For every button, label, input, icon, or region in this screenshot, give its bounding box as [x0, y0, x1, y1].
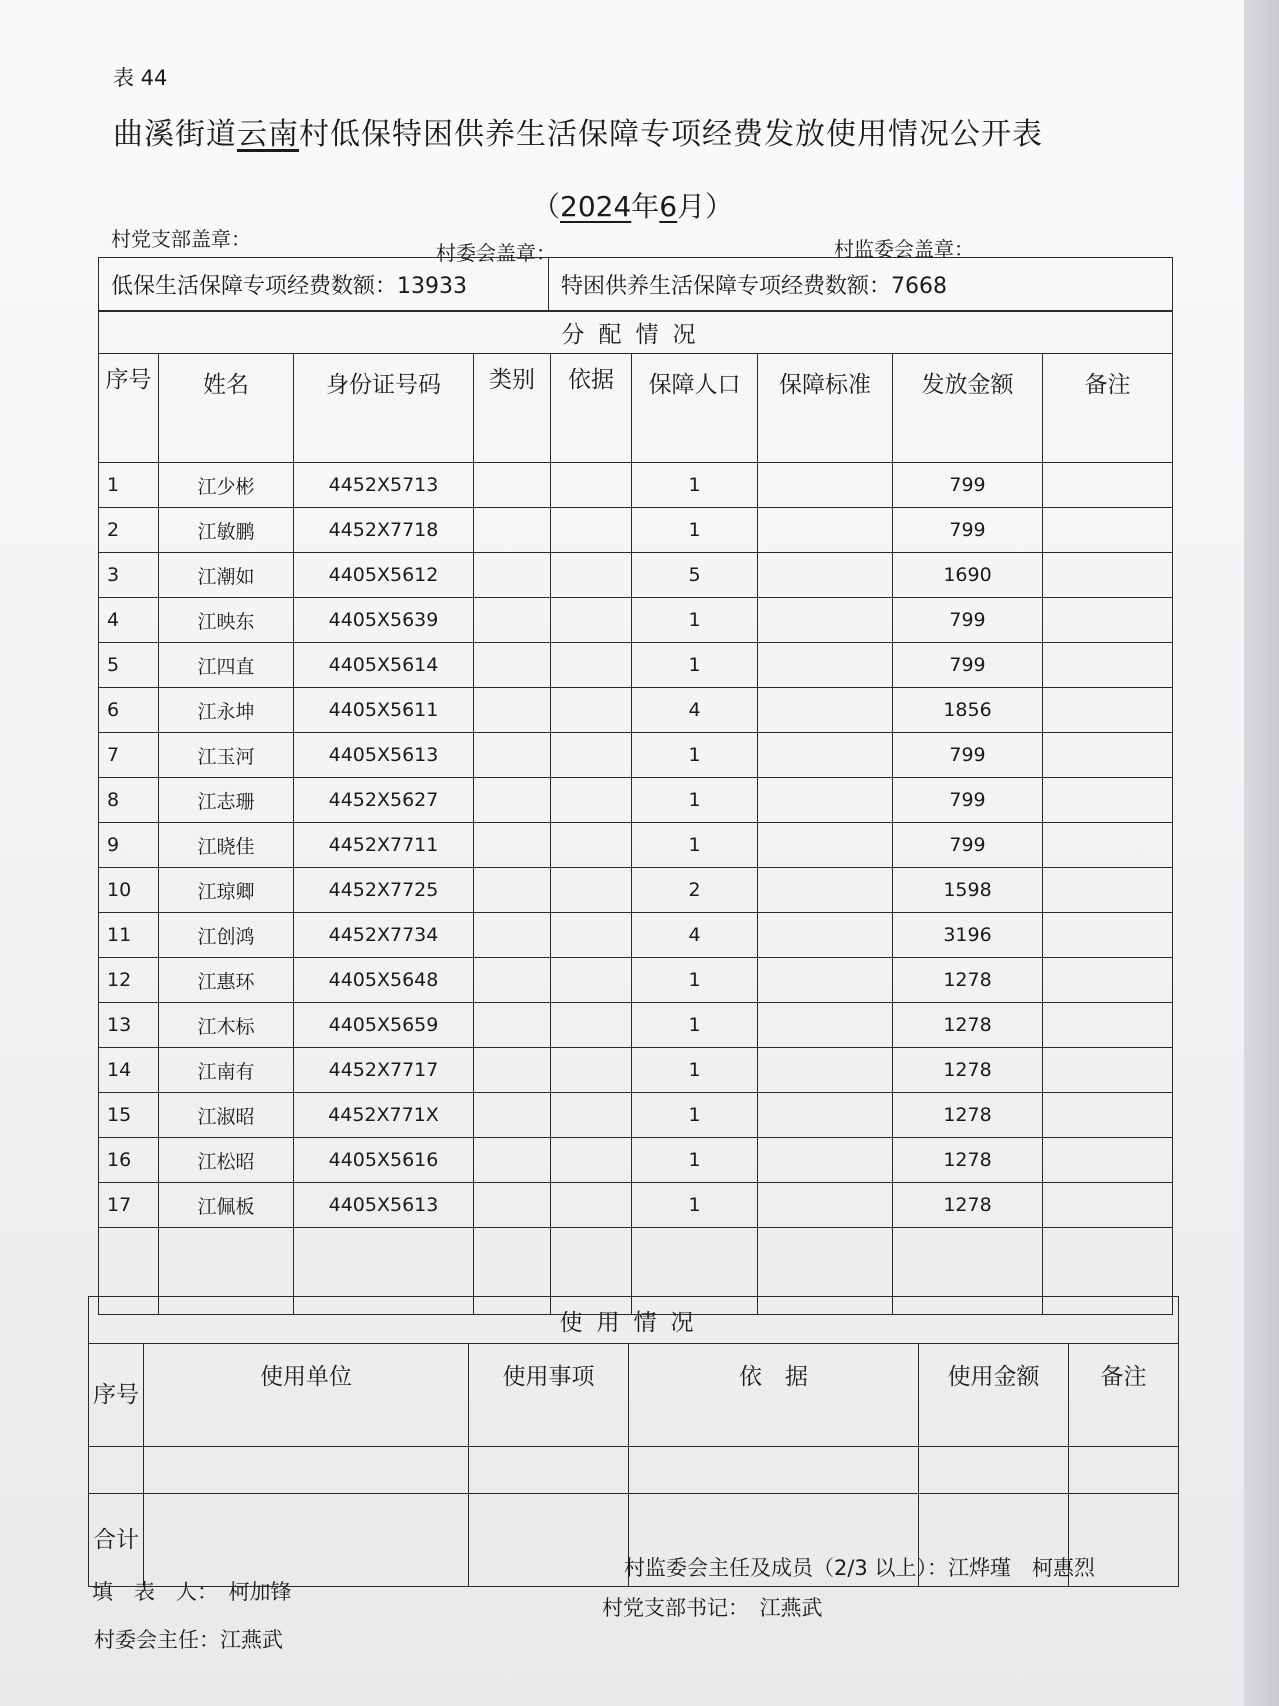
row-amount: 1690 — [893, 553, 1043, 598]
row-name: 江潮如 — [159, 553, 294, 598]
row-id-number: 4405X5614 — [294, 643, 474, 688]
usage-total-label: 合计 — [89, 1494, 144, 1587]
row-amount: 799 — [893, 733, 1043, 778]
row-name: 江少彬 — [159, 463, 294, 508]
table-row — [99, 958, 1173, 1003]
row-standard — [758, 688, 893, 733]
report-period: （2024年6月） — [532, 190, 734, 223]
row-id-number: 4405X5613 — [294, 1183, 474, 1228]
row-population: 2 — [632, 868, 758, 913]
row-remark — [1043, 823, 1173, 868]
row-basis — [551, 463, 632, 508]
row-remark — [1043, 1093, 1173, 1138]
row-id-number: 4452X771X — [294, 1093, 474, 1138]
row-category — [474, 1093, 551, 1138]
row-category — [474, 778, 551, 823]
row-seq: 2 — [99, 508, 159, 553]
period-year: 2024 — [560, 190, 632, 223]
row-amount: 1278 — [893, 1048, 1043, 1093]
header-remark: 备注 — [1043, 354, 1173, 463]
row-id-number: 4452X7725 — [294, 868, 474, 913]
row-population: 1 — [632, 1003, 758, 1048]
usage-empty-row — [89, 1447, 1179, 1494]
row-category — [474, 1138, 551, 1183]
row-name: 江南有 — [159, 1048, 294, 1093]
header-basis: 依据 — [551, 354, 632, 463]
row-category — [474, 1003, 551, 1048]
row-amount: 1278 — [893, 1003, 1043, 1048]
header-category: 类别 — [474, 354, 551, 463]
row-name: 江映东 — [159, 598, 294, 643]
row-amount: 799 — [893, 508, 1043, 553]
row-id-number: 4405X5611 — [294, 688, 474, 733]
row-category — [474, 643, 551, 688]
usage-header-unit: 使用单位 — [144, 1344, 469, 1447]
usage-header-item: 使用事项 — [469, 1344, 629, 1447]
row-id-number: 4452X7717 — [294, 1048, 474, 1093]
committee-director: 村委会主任：江燕武 — [94, 1628, 283, 1652]
row-population: 1 — [632, 643, 758, 688]
row-seq: 3 — [99, 553, 159, 598]
row-name: 江玉河 — [159, 733, 294, 778]
table-row — [99, 913, 1173, 958]
village-committee-seal-label: 村委会盖章： — [436, 241, 556, 265]
row-id-number: 4452X7711 — [294, 823, 474, 868]
row-population: 1 — [632, 1138, 758, 1183]
row-population: 1 — [632, 733, 758, 778]
row-seq: 16 — [99, 1138, 159, 1183]
row-category — [474, 553, 551, 598]
row-category — [474, 508, 551, 553]
row-standard — [758, 913, 893, 958]
distribution-table — [98, 310, 1173, 1315]
row-id-number: 4405X5616 — [294, 1138, 474, 1183]
row-population: 1 — [632, 958, 758, 1003]
row-category — [474, 463, 551, 508]
row-standard — [758, 643, 893, 688]
row-name: 江淑昭 — [159, 1093, 294, 1138]
row-remark — [1043, 958, 1173, 1003]
row-seq: 4 — [99, 598, 159, 643]
row-basis — [551, 823, 632, 868]
table-row — [99, 1048, 1173, 1093]
row-seq: 14 — [99, 1048, 159, 1093]
row-seq: 15 — [99, 1093, 159, 1138]
table-row — [99, 688, 1173, 733]
usage-section-title: 使用情况 — [89, 1297, 1179, 1344]
row-category — [474, 733, 551, 778]
distribution-section-title: 分配情况 — [99, 311, 1173, 354]
row-seq: 13 — [99, 1003, 159, 1048]
row-seq: 5 — [99, 643, 159, 688]
row-amount: 1278 — [893, 1138, 1043, 1183]
row-remark — [1043, 598, 1173, 643]
row-amount: 799 — [893, 643, 1043, 688]
row-category — [474, 868, 551, 913]
row-standard — [758, 463, 893, 508]
row-basis — [551, 688, 632, 733]
row-basis — [551, 1048, 632, 1093]
document-title: 曲溪街道云南村低保特困供养生活保障专项经费发放使用情况公开表 — [113, 117, 1043, 152]
row-remark — [1043, 1138, 1173, 1183]
row-amount: 1598 — [893, 868, 1043, 913]
row-remark — [1043, 1048, 1173, 1093]
row-amount: 1856 — [893, 688, 1043, 733]
row-remark — [1043, 1003, 1173, 1048]
row-population: 1 — [632, 598, 758, 643]
row-standard — [758, 508, 893, 553]
row-amount: 799 — [893, 823, 1043, 868]
row-name: 江惠环 — [159, 958, 294, 1003]
header-name: 姓名 — [159, 354, 294, 463]
row-basis — [551, 778, 632, 823]
row-amount: 799 — [893, 598, 1043, 643]
row-id-number: 4452X5627 — [294, 778, 474, 823]
row-standard — [758, 1093, 893, 1138]
row-name: 江佩板 — [159, 1183, 294, 1228]
period-month: 6 — [659, 190, 678, 223]
usage-header-remark: 备注 — [1069, 1344, 1179, 1447]
table-row — [99, 733, 1173, 778]
row-id-number: 4452X5713 — [294, 463, 474, 508]
row-remark — [1043, 688, 1173, 733]
row-name: 江木标 — [159, 1003, 294, 1048]
row-seq: 11 — [99, 913, 159, 958]
header-standard: 保障标准 — [758, 354, 893, 463]
row-standard — [758, 868, 893, 913]
row-seq: 7 — [99, 733, 159, 778]
row-remark — [1043, 913, 1173, 958]
row-basis — [551, 1138, 632, 1183]
row-remark — [1043, 778, 1173, 823]
row-standard — [758, 1138, 893, 1183]
usage-header-row — [89, 1344, 1179, 1447]
row-population: 4 — [632, 913, 758, 958]
row-standard — [758, 778, 893, 823]
header-population: 保障人口 — [632, 354, 758, 463]
table-row — [99, 1183, 1173, 1228]
row-basis — [551, 1183, 632, 1228]
row-category — [474, 598, 551, 643]
table-row — [99, 868, 1173, 913]
row-population: 1 — [632, 778, 758, 823]
table-row — [99, 508, 1173, 553]
dibao-fund-amount: 低保生活保障专项经费数额：13933 — [99, 258, 549, 312]
row-population: 1 — [632, 1093, 758, 1138]
row-standard — [758, 1003, 893, 1048]
table-row — [99, 643, 1173, 688]
row-seq: 8 — [99, 778, 159, 823]
row-remark — [1043, 463, 1173, 508]
row-name: 江敏鹏 — [159, 508, 294, 553]
header-id-number: 身份证号码 — [294, 354, 474, 463]
row-amount: 1278 — [893, 1183, 1043, 1228]
row-id-number: 4452X7734 — [294, 913, 474, 958]
row-remark — [1043, 1183, 1173, 1228]
row-basis — [551, 553, 632, 598]
row-category — [474, 823, 551, 868]
row-id-number: 4405X5613 — [294, 733, 474, 778]
row-id-number: 4405X5639 — [294, 598, 474, 643]
row-amount: 1278 — [893, 1093, 1043, 1138]
row-basis — [551, 913, 632, 958]
row-name: 江松昭 — [159, 1138, 294, 1183]
row-population: 5 — [632, 553, 758, 598]
row-population: 1 — [632, 463, 758, 508]
row-basis — [551, 733, 632, 778]
row-id-number: 4405X5612 — [294, 553, 474, 598]
row-standard — [758, 733, 893, 778]
row-basis — [551, 958, 632, 1003]
row-name: 江永坤 — [159, 688, 294, 733]
row-amount: 799 — [893, 778, 1043, 823]
tekun-fund-amount: 特困供养生活保障专项经费数额：7668 — [549, 258, 1173, 312]
row-remark — [1043, 733, 1173, 778]
header-amount: 发放金额 — [893, 354, 1043, 463]
row-name: 江志珊 — [159, 778, 294, 823]
row-name: 江琼卿 — [159, 868, 294, 913]
row-seq: 9 — [99, 823, 159, 868]
row-standard — [758, 1048, 893, 1093]
table-row — [99, 1093, 1173, 1138]
village-name: 云南 — [237, 117, 299, 152]
distribution-rows — [99, 463, 1173, 1228]
row-id-number: 4405X5659 — [294, 1003, 474, 1048]
row-name: 江创鸿 — [159, 913, 294, 958]
row-amount: 799 — [893, 463, 1043, 508]
row-seq: 12 — [99, 958, 159, 1003]
row-seq: 10 — [99, 868, 159, 913]
row-population: 4 — [632, 688, 758, 733]
row-population: 1 — [632, 1183, 758, 1228]
usage-header-amount: 使用金额 — [919, 1344, 1069, 1447]
row-basis — [551, 1093, 632, 1138]
row-amount: 1278 — [893, 958, 1043, 1003]
row-seq: 17 — [99, 1183, 159, 1228]
table-row — [99, 1138, 1173, 1183]
row-remark — [1043, 643, 1173, 688]
party-branch-seal-label: 村党支部盖章： — [111, 227, 251, 251]
row-basis — [551, 598, 632, 643]
fund-amount-table — [98, 257, 1173, 312]
table-row — [99, 778, 1173, 823]
table-row — [99, 463, 1173, 508]
background-edge — [1243, 0, 1279, 1706]
row-standard — [758, 1183, 893, 1228]
row-name: 江四直 — [159, 643, 294, 688]
row-basis — [551, 508, 632, 553]
row-basis — [551, 1003, 632, 1048]
table-row — [99, 598, 1173, 643]
row-basis — [551, 868, 632, 913]
form-filler: 填 表 人： 柯加锋 — [92, 1580, 292, 1604]
table-number: 表 44 — [113, 66, 168, 90]
row-seq: 6 — [99, 688, 159, 733]
party-secretary: 村党支部书记： 江燕武 — [602, 1596, 823, 1620]
row-standard — [758, 823, 893, 868]
row-id-number: 4452X7718 — [294, 508, 474, 553]
row-amount: 3196 — [893, 913, 1043, 958]
row-name: 江晓佳 — [159, 823, 294, 868]
distribution-header-row — [99, 354, 1173, 463]
supervisors-signature: 村监委会主任及成员（2/3 以上）：江烨瑾 柯惠烈 — [624, 1556, 1095, 1580]
row-seq: 1 — [99, 463, 159, 508]
row-remark — [1043, 508, 1173, 553]
table-row — [99, 1003, 1173, 1048]
table-row — [99, 823, 1173, 868]
row-standard — [758, 598, 893, 643]
row-remark — [1043, 553, 1173, 598]
usage-table — [88, 1296, 1179, 1587]
row-id-number: 4405X5648 — [294, 958, 474, 1003]
row-basis — [551, 643, 632, 688]
row-remark — [1043, 868, 1173, 913]
row-population: 1 — [632, 823, 758, 868]
row-population: 1 — [632, 508, 758, 553]
row-standard — [758, 958, 893, 1003]
header-seq: 序号 — [99, 354, 159, 463]
row-category — [474, 1183, 551, 1228]
row-standard — [758, 553, 893, 598]
row-population: 1 — [632, 1048, 758, 1093]
supervision-committee-seal-label: 村监委会盖章： — [834, 237, 974, 261]
row-category — [474, 688, 551, 733]
table-row — [99, 553, 1173, 598]
row-category — [474, 1048, 551, 1093]
row-category — [474, 913, 551, 958]
usage-header-basis: 依 据 — [629, 1344, 919, 1447]
usage-header-seq: 序号 — [89, 1344, 144, 1447]
row-category — [474, 958, 551, 1003]
